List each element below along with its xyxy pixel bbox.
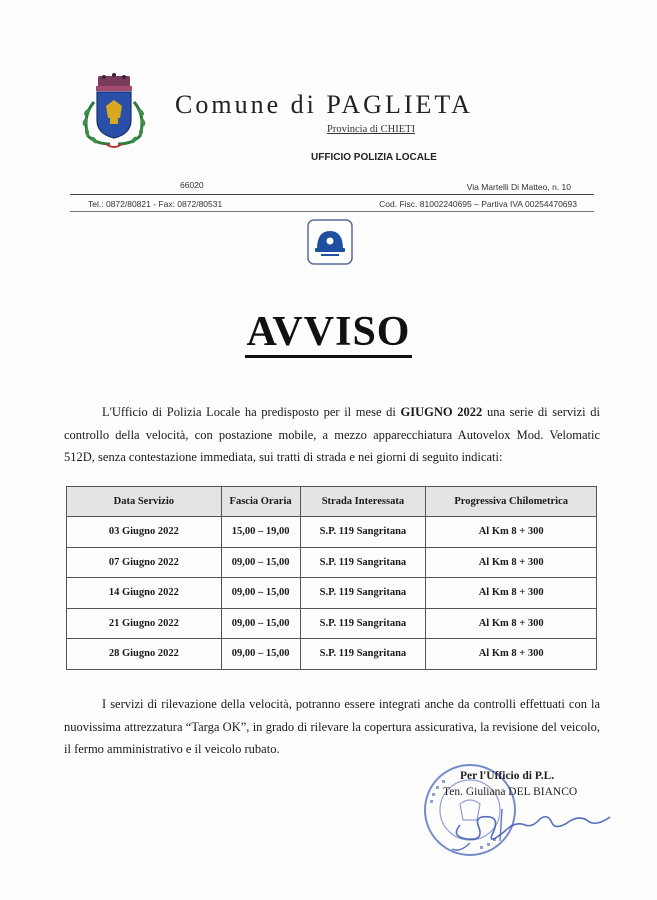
cell-road: S.P. 119 Sangritana xyxy=(300,608,426,639)
table-row xyxy=(67,639,597,670)
header-divider-bottom xyxy=(70,211,594,212)
header-road: Strada Interessata xyxy=(300,487,426,517)
notice-closing: I servizi di rilevazione della velocità, potranno essere integrati anche da controlli effettuati con la nuovissima attrezzatura “Targa OK”, in grado di rilevare la copertura assicurativa, la revisione del veicolo, il fermo amministrativo e il veicolo rubato. xyxy=(64,697,600,756)
crest-icon xyxy=(76,72,152,154)
schedule-table xyxy=(66,486,597,670)
cell-time: 09,00 – 15,00 xyxy=(221,608,300,639)
cell-time: 09,00 – 15,00 xyxy=(221,578,300,609)
cell-km: Al Km 8 + 300 xyxy=(426,608,597,639)
signature-name: Ten. Giuliana DEL BIANCO xyxy=(443,786,578,798)
province-label: Provincia di CHIETI xyxy=(327,124,416,135)
signature-icon xyxy=(430,795,620,855)
cell-road: S.P. 119 Sangritana xyxy=(300,547,426,578)
cell-road: S.P. 119 Sangritana xyxy=(300,517,426,548)
notice-month: GIUGNO 2022 xyxy=(400,405,483,419)
table-row xyxy=(67,517,597,548)
cell-date: 07 Giugno 2022 xyxy=(67,547,222,578)
header-time: Fascia Oraria xyxy=(221,487,300,517)
table-row xyxy=(67,578,597,609)
cell-date: 28 Giugno 2022 xyxy=(67,639,222,670)
cell-km: Al Km 8 + 300 xyxy=(426,547,597,578)
tax-codes: Cod. Fisc. 81002240695 – Partiva IVA 00254470693 xyxy=(379,199,577,209)
municipality-title: Comune di PAGLIETA xyxy=(175,90,473,119)
cell-road: S.P. 119 Sangritana xyxy=(300,578,426,609)
cell-km: Al Km 8 + 300 xyxy=(426,578,597,609)
police-helmet-icon xyxy=(307,219,353,265)
table-row xyxy=(67,547,597,578)
cell-time: 09,00 – 15,00 xyxy=(221,639,300,670)
address: Via Martelli Di Matteo, n. 10 xyxy=(466,182,571,192)
cell-date: 14 Giugno 2022 xyxy=(67,578,222,609)
cell-time: 09,00 – 15,00 xyxy=(221,547,300,578)
cell-km: Al Km 8 + 300 xyxy=(426,517,597,548)
cell-date: 21 Giugno 2022 xyxy=(67,608,222,639)
cell-time: 15,00 – 19,00 xyxy=(221,517,300,548)
header-date: Data Servizio xyxy=(67,487,222,517)
cell-road: S.P. 119 Sangritana xyxy=(300,639,426,670)
office-label: UFFICIO POLIZIA LOCALE xyxy=(311,152,437,163)
header-divider xyxy=(70,194,594,195)
cell-km: Al Km 8 + 300 xyxy=(426,639,597,670)
phone-fax: Tel.: 0872/80821 - Fax: 0872/80531 xyxy=(88,199,223,209)
notice-title: AVVISO xyxy=(0,308,657,358)
table-row xyxy=(67,608,597,639)
header-km: Progressiva Chilometrica xyxy=(426,487,597,517)
signature-office: Per l'Ufficio di P.L. xyxy=(460,770,555,782)
table-header-row xyxy=(67,487,597,517)
postal-code: 66020 xyxy=(180,180,204,190)
notice-intro: L'Ufficio di Polizia Locale ha predisposto per il mese di GIUGNO 2022 una serie di servizi di controllo della velocità, con postazione mobile, a mezzo apparecchiatura Autovelox Mod. Velomatic 512D, senza contestazione immediata, sui tratti di strada e nei giorni di seguito indicati: xyxy=(64,405,600,464)
cell-date: 03 Giugno 2022 xyxy=(67,517,222,548)
